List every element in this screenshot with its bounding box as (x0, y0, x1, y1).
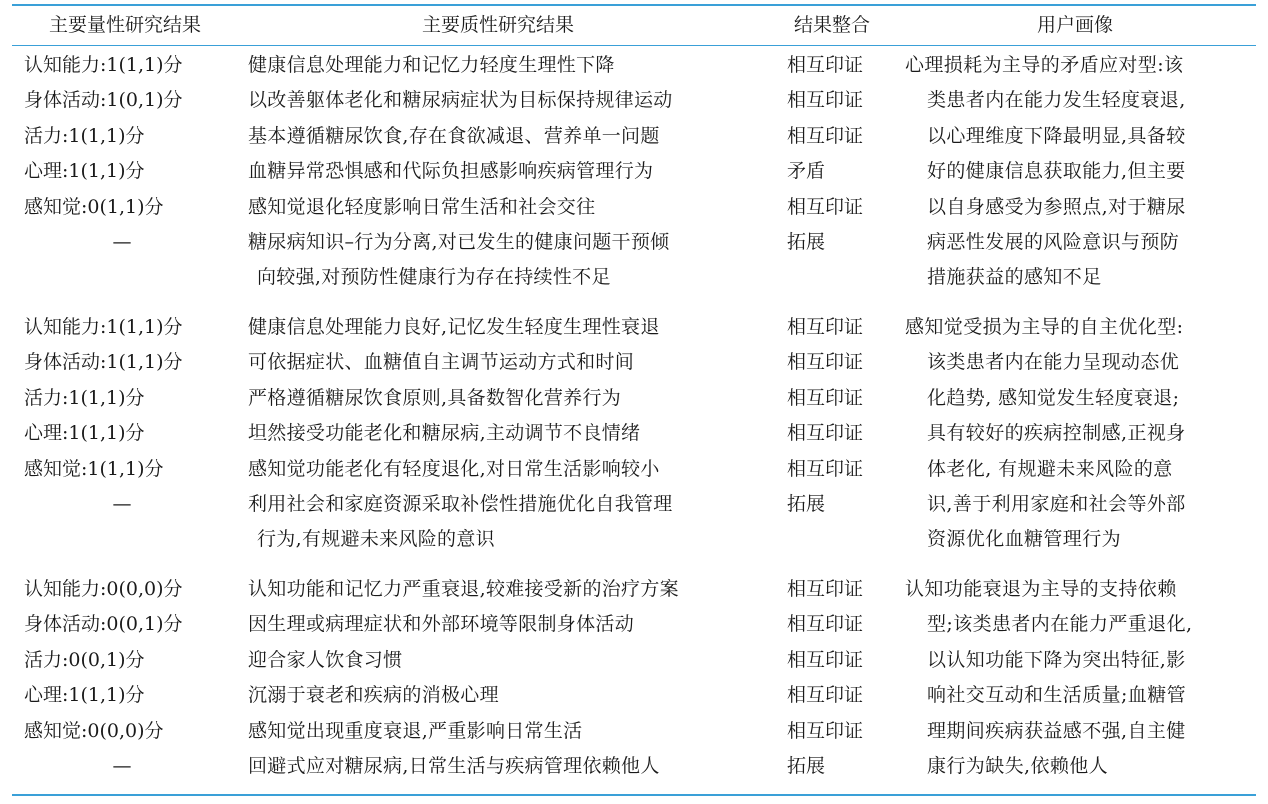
quant-cell: 感知觉:1(1,1)分 (24, 457, 164, 480)
table-row (0, 749, 900, 784)
qual-cell: 基本遵循糖尿饮食,存在食欲减退、营养单一问题 (248, 124, 660, 147)
profile-line: 类患者内在能力发生轻度衰退, (927, 89, 1186, 112)
table-header (0, 6, 1268, 45)
qual-cell: 以改善躯体老化和糖尿病症状为目标保持规律运动 (248, 89, 673, 112)
qual-line-1: 糖尿病知识–行为分离,对已发生的健康问题干预倾 (248, 230, 670, 253)
table-row (0, 572, 900, 607)
integration-cell: 相互印证 (787, 316, 864, 338)
table-row (0, 190, 900, 225)
qual-cell (248, 487, 768, 558)
profile-line: 资源优化血糖管理行为 (927, 528, 1122, 551)
table-row (0, 714, 900, 749)
user-profile-cell (905, 572, 1250, 786)
qual-cell: 可依据症状、血糖值自主调节运动方式和时间 (248, 351, 635, 374)
qual-line-2: 向较强,对预防性健康行为存在持续性不足 (257, 266, 611, 289)
quant-cell-empty: — (112, 492, 132, 515)
qual-cell (248, 225, 768, 296)
quant-cell-empty: — (112, 230, 132, 253)
profile-line: 好的健康信息获取能力,但主要 (927, 160, 1186, 183)
qual-cell: 沉溺于衰老和疾病的消极心理 (248, 684, 499, 707)
profile-line: 该类患者内在能力呈现动态优 (927, 351, 1180, 374)
table-row (0, 345, 900, 380)
group-rows (0, 48, 900, 296)
qual-cell: 感知觉退化轻度影响日常生活和社会交往 (248, 195, 596, 218)
profile-line: 以心理维度下降最明显,具备较 (927, 124, 1186, 147)
quant-cell: 认知能力:1(1,1)分 (24, 54, 183, 76)
table-bottom-rule (12, 794, 1256, 796)
table-row (0, 83, 900, 118)
profile-line: 响社交互动和生活质量;血糖管 (927, 684, 1187, 707)
profile-line: 理期间疾病获益感不强,自主健 (927, 719, 1186, 742)
profile-line: 认知功能衰退为主导的支持依赖 (905, 578, 1177, 600)
quant-cell: 心理:1(1,1)分 (24, 684, 145, 707)
user-profile-cell (905, 310, 1250, 558)
profile-line: 感知觉受损为主导的自主优化型: (905, 316, 1184, 338)
integration-cell: 矛盾 (787, 160, 826, 183)
table-row (0, 416, 900, 451)
group-rows (0, 310, 900, 558)
table-row (0, 225, 900, 296)
integration-cell: 相互印证 (787, 648, 864, 671)
profile-line: 以认知功能下降为突出特征,影 (927, 648, 1186, 671)
qual-cell: 认知功能和记忆力严重衰退,较难接受新的治疗方案 (248, 578, 679, 600)
integration-cell: 相互印证 (787, 422, 864, 445)
table-row (0, 452, 900, 487)
qual-cell: 回避式应对糖尿病,日常生活与疾病管理依赖他人 (248, 754, 660, 777)
table-body (0, 48, 1268, 792)
table-row (0, 487, 900, 558)
quant-cell: 心理:1(1,1)分 (24, 160, 145, 183)
quant-cell: 认知能力:1(1,1)分 (24, 316, 183, 338)
table-row (0, 607, 900, 642)
integration-cell: 相互印证 (787, 578, 864, 600)
integration-cell: 拓展 (787, 230, 826, 253)
qual-cell: 健康信息处理能力和记忆力轻度生理性下降 (248, 54, 615, 76)
header-quantitative: 主要量性研究结果 (48, 14, 201, 36)
quant-cell: 感知觉:0(0,0)分 (24, 719, 164, 742)
integration-cell: 相互印证 (787, 195, 864, 218)
profile-group (0, 572, 1268, 786)
qual-cell: 感知觉功能老化有轻度退化,对日常生活影响较小 (248, 457, 660, 480)
integration-cell: 相互印证 (787, 54, 864, 76)
integration-cell: 拓展 (787, 754, 826, 777)
quant-cell: 身体活动:1(0,1)分 (24, 89, 183, 112)
integration-cell: 相互印证 (787, 89, 864, 112)
profile-line: 心理损耗为主导的矛盾应对型:该 (905, 54, 1184, 76)
profile-line: 具有较好的疾病控制感,正视身 (927, 422, 1186, 445)
integration-cell: 相互印证 (787, 719, 864, 742)
quant-cell: 活力:1(1,1)分 (24, 124, 145, 147)
qual-cell: 坦然接受功能老化和糖尿病,主动调节不良情绪 (248, 422, 641, 445)
profile-line: 康行为缺失,依赖他人 (927, 755, 1109, 778)
table-row (0, 643, 900, 678)
table-row (0, 678, 900, 713)
table-row (0, 310, 900, 345)
quant-cell: 身体活动:1(1,1)分 (24, 351, 183, 374)
header-integration: 结果整合 (793, 14, 870, 36)
profile-line: 体老化, 有规避未来风险的意 (927, 457, 1173, 480)
integration-cell: 相互印证 (787, 613, 864, 636)
qual-cell: 迎合家人饮食习惯 (248, 648, 403, 671)
integration-cell: 相互印证 (787, 457, 864, 480)
group-rows (0, 572, 900, 786)
qual-cell: 感知觉出现重度衰退,严重影响日常生活 (248, 719, 583, 742)
quant-cell: 身体活动:0(0,1)分 (24, 613, 183, 636)
profile-line: 型;该类患者内在能力严重退化, (927, 613, 1193, 636)
quant-cell: 认知能力:0(0,0)分 (24, 578, 183, 600)
quant-cell-empty: — (112, 754, 132, 777)
integration-cell: 拓展 (787, 492, 826, 515)
table-row (0, 381, 900, 416)
profile-line: 病恶性发展的风险意识与预防 (927, 231, 1180, 254)
table-row (0, 154, 900, 189)
qual-cell: 健康信息处理能力良好,记忆发生轻度生理性衰退 (248, 316, 660, 338)
profile-group (0, 310, 1268, 558)
integration-cell: 相互印证 (787, 351, 864, 374)
table-row (0, 119, 900, 154)
header-user-profile: 用户画像 (1036, 14, 1113, 36)
qual-cell: 血糖异常恐惧感和代际负担感影响疾病管理行为 (248, 160, 654, 183)
quant-cell: 活力:0(0,1)分 (24, 648, 145, 671)
profile-group (0, 48, 1268, 296)
profile-line: 识,善于利用家庭和社会等外部 (927, 493, 1186, 516)
table-row (0, 48, 900, 83)
qual-line-1: 利用社会和家庭资源采取补偿性措施优化自我管理 (248, 492, 673, 515)
integration-cell: 相互印证 (787, 386, 864, 409)
qual-line-2: 行为,有规避未来风险的意识 (257, 528, 495, 551)
profile-line: 措施获益的感知不足 (927, 266, 1102, 289)
profile-line: 化趋势, 感知觉发生轻度衰退; (927, 386, 1180, 409)
qual-cell: 因生理或病理症状和外部环境等限制身体活动 (248, 613, 635, 636)
integration-cell: 相互印证 (787, 684, 864, 707)
user-profile-cell (905, 48, 1250, 296)
quant-cell: 心理:1(1,1)分 (24, 422, 145, 445)
quant-cell: 感知觉:0(1,1)分 (24, 195, 164, 218)
qual-cell: 严格遵循糖尿饮食原则,具备数智化营养行为 (248, 386, 622, 409)
quant-cell: 活力:1(1,1)分 (24, 386, 145, 409)
table-header-rule (12, 45, 1256, 46)
header-qualitative: 主要质性研究结果 (421, 14, 574, 36)
integration-cell: 相互印证 (787, 124, 864, 147)
profile-line: 以自身感受为参照点,对于糖尿 (927, 195, 1186, 218)
